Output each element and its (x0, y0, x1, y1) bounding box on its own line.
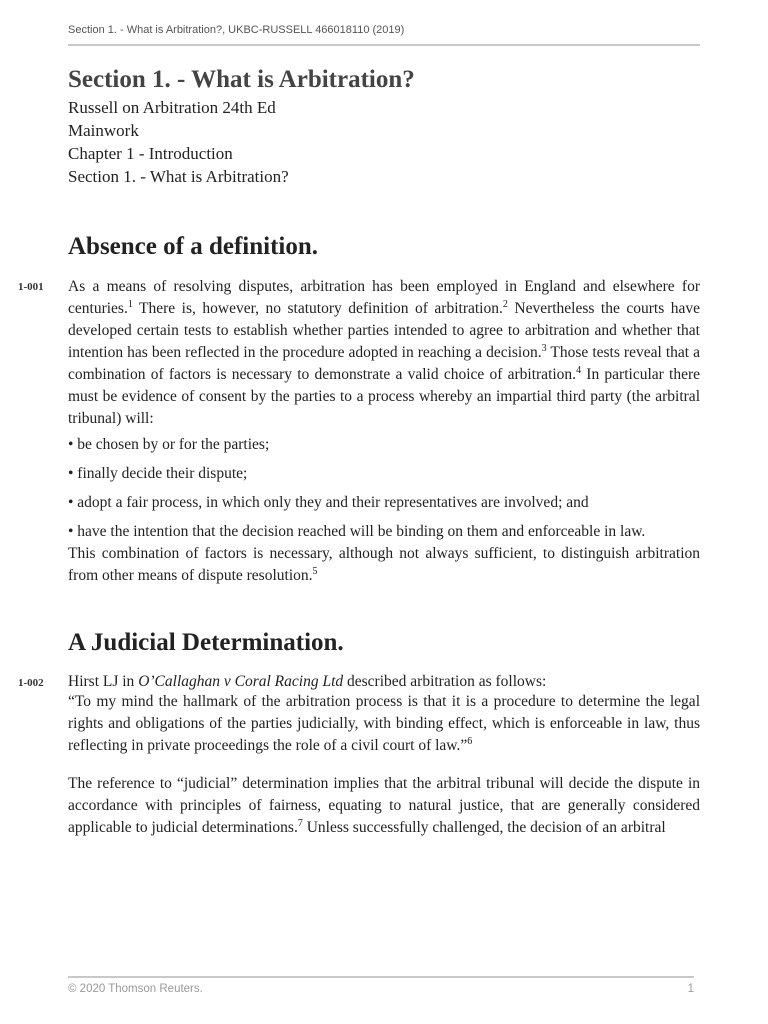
list-item: • have the intention that the decision reached will be binding on them and enforceable in law. (68, 523, 646, 540)
paragraph-text: Hirst LJ in O’Callaghan v Coral Racing Ltd described arbitration as follows: (68, 673, 547, 690)
paragraph-text: As a means of resolving disputes, arbitration has been employed in England and elsewhere for centuries.$^1$ There is, however, no statutory definition of arbitration.$^2$ Nevertheless the courts have developed certain tests to establish whether parties intended to agree to arbitration and whether that intention has been reflected in the procedure adopted in reaching a decision.$^3$ Those tests reveal that a combination of factors is necessary to demonstrate a valid choice of arbitration.$^4$ In particular there must be evidence of consent by the parties to a process whereby an impartial third party (the arbitral tribunal) will: (68, 278, 701, 427)
list-item: • adopt a fair process, in which only they and their representatives are involved; and (68, 494, 589, 511)
document-title: Section 1. - What is Arbitration? (68, 66, 415, 93)
paragraph-text: This combination of factors is necessary, although not always sufficient, to distinguish arbitration from other means of dispute resolution.$^5$ (68, 545, 700, 584)
source-title: Russell on Arbitration 24th Ed (68, 98, 276, 117)
copyright-notice: © 2020 Thomson Reuters. (68, 983, 203, 995)
footnote-ref-1[interactable]: 1 (127, 298, 133, 310)
case-citation: O’Callaghan v Coral Racing Ltd (138, 673, 344, 690)
heading-judicial-determination: A Judicial Determination. (68, 629, 344, 656)
paragraph-number: 1-001 (18, 281, 44, 293)
source-part: Mainwork (68, 121, 139, 140)
page-footer (68, 976, 694, 995)
list-item: • be chosen by or for the parties; (68, 436, 270, 453)
paragraph-1-001 (18, 276, 701, 587)
paragraph-1-002 (18, 672, 700, 839)
source-chapter: Chapter 1 - Introduction (68, 144, 233, 163)
footnote-ref-4[interactable]: 4 (576, 364, 582, 376)
quotation: “To my mind the hallmark of the arbitration process is that it is a procedure to determine the legal rights and obligations of the parties judicially, with binding effect, which is enforceable in law, thus reflecting in private proceedings the role of a civil court of law.”$^6$ (68, 693, 700, 754)
heading-absence-of-definition: Absence of a definition. (68, 233, 318, 260)
footnote-ref-6[interactable]: 6 (467, 735, 473, 747)
footnote-ref-3[interactable]: 3 (541, 342, 547, 354)
document-body (18, 64, 701, 839)
source-section: Section 1. - What is Arbitration? (68, 167, 289, 186)
paragraph-number: 1-002 (18, 677, 44, 689)
footnote-ref-2[interactable]: 2 (502, 298, 508, 310)
page-number: 1 (687, 983, 694, 995)
list-item: • finally decide their dispute; (68, 465, 248, 482)
paragraph-text: The reference to “judicial” determination implies that the arbitral tribunal will decide the dispute in accordance with principles of fairness, equating to natural justice, that are generally considered applicable to judicial determinations.$^7$ Unless successfully challenged, the decision of an arbitral (68, 775, 700, 836)
footnote-ref-5[interactable]: 5 (312, 565, 318, 577)
footnote-ref-7[interactable]: 7 (297, 817, 303, 829)
running-header: Section 1. - What is Arbitration?, UKBC-RUSSELL 466018110 (2019) (68, 24, 700, 46)
